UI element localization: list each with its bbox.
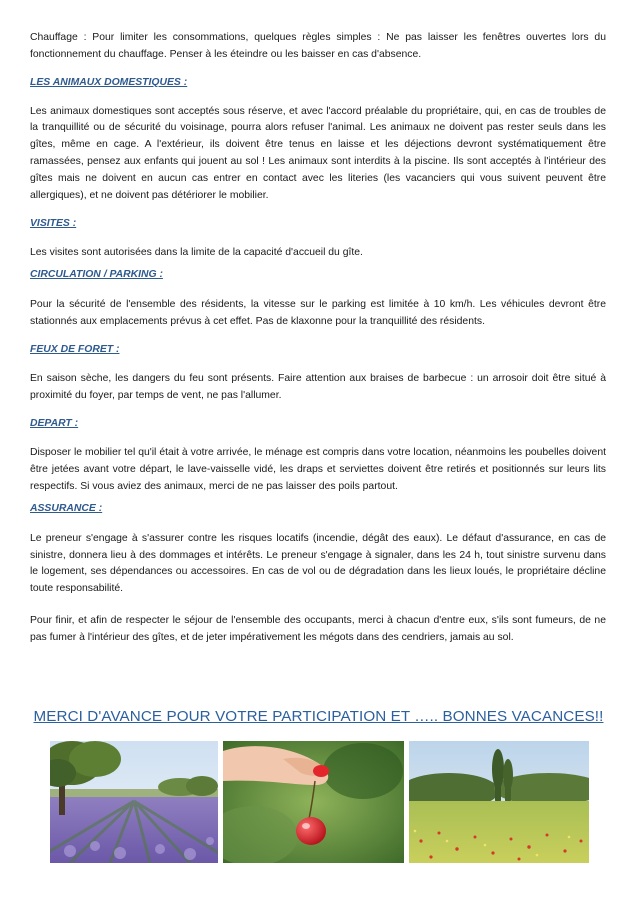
heading-visites: VISITES : <box>30 218 77 230</box>
heading-animaux: LES ANIMAUX DOMESTIQUES : <box>30 76 188 88</box>
paragraph-chauffage: Chauffage : Pour limiter les consommations, quelques règles simples : Ne pas laisser les fenêtres ouvertes lors du fonctionnement du chauffage. Penser à les éteindre ou les baisser en cas d'absence. <box>30 32 606 60</box>
lavender-photo-graphic <box>50 741 218 863</box>
heading-assurance: ASSURANCE : <box>30 502 103 514</box>
paragraph-assurance: Le preneur s'engage à s'assurer contre les risques locatifs (incendie, dégât des eaux). Le défaut d'assurance, en cas de sinistre, donnera lieu à des dommages et intérêts. Le preneur s'engage à signaler, dans les 24 h, tout sinistre survenu dans le logement, ses dépendances ou accessoires. En cas de vol ou de dégradation dans les lieux loués, le propriétaire décline toute responsabilité. <box>30 532 606 595</box>
document-body <box>30 30 606 647</box>
paragraph-depart: Disposer le mobilier tel qu'il était à votre arrivée, le ménage est compris dans votre location, néanmoins les poubelles doivent être jetées avant votre départ, le lave-vaisselle vidé, les draps et serviettes doivent être retirés et positionnés sur leurs lits respectifs. Si vous aviez des animaux, merci de ne pas laisser des poils partout. <box>30 447 606 492</box>
lavender-field-icon <box>50 741 218 863</box>
poppy-meadow-icon <box>409 741 589 863</box>
paragraph-animaux: Les animaux domestiques sont acceptés sous réserve, et avec l'accord préalable du propriétaire, qui, en cas de troubles de la tranquillité ou de sécurité du voisinage, pourra alors refuser l'animal. Les animaux ne doivent pas rester seuls dans les gîtes, même en cage. A l'extérieur, ils doivent être tenus en laisse et les déjections devront systématiquement être ramassées, pensez aux enfants qui jouent au sol ! Les animaux sont interdits à la piscine. Ils sont acceptés à l'intérieur des gîtes mais ne doivent en aucun cas entrer en contact avec les literies (les vacanciers qui vous suivent peuvent être allergiques), et ne doivent pas détériorer le mobilier. <box>30 105 606 201</box>
meadow-photo-graphic <box>409 741 589 863</box>
closing-banner: MERCI D'AVANCE POUR VOTRE PARTICIPATION ET ….. BONNES VACANCES!! <box>33 708 604 725</box>
paragraph-circulation: Pour la sécurité de l'ensemble des résidents, la vitesse sur le parking est limitée à 10 km/h. Les véhicules devront être stationnés aux emplacements prévus à cet effet. Pas de klaxonne pour la tranquillité des résidents. <box>30 299 606 327</box>
paragraph-final: Pour finir, et afin de respecter le séjour de l'ensemble des occupants, merci à chacun d'entre eux, s'ils sont fumeurs, de ne pas fumer à l'intérieur des gîtes, et de jeter impérativement les mégots dans des cendriers, jamais au sol. <box>30 614 606 643</box>
paragraph-feux: En saison sèche, les dangers du feu sont présents. Faire attention aux braises de barbecue : un arrosoir doit être situé à proximité du foyer, par temps de vent, ne pas l'allumer. <box>30 372 606 401</box>
cherry-in-hand-icon <box>223 741 404 863</box>
heading-feux: FEUX DE FORET : <box>30 343 120 355</box>
cherry-photo-graphic <box>223 741 404 863</box>
paragraph-visites: Les visites sont autorisées dans la limite de la capacité d'accueil du gîte. <box>30 247 363 259</box>
heading-depart: DEPART : <box>30 418 79 430</box>
heading-circulation: CIRCULATION / PARKING : <box>30 269 163 281</box>
